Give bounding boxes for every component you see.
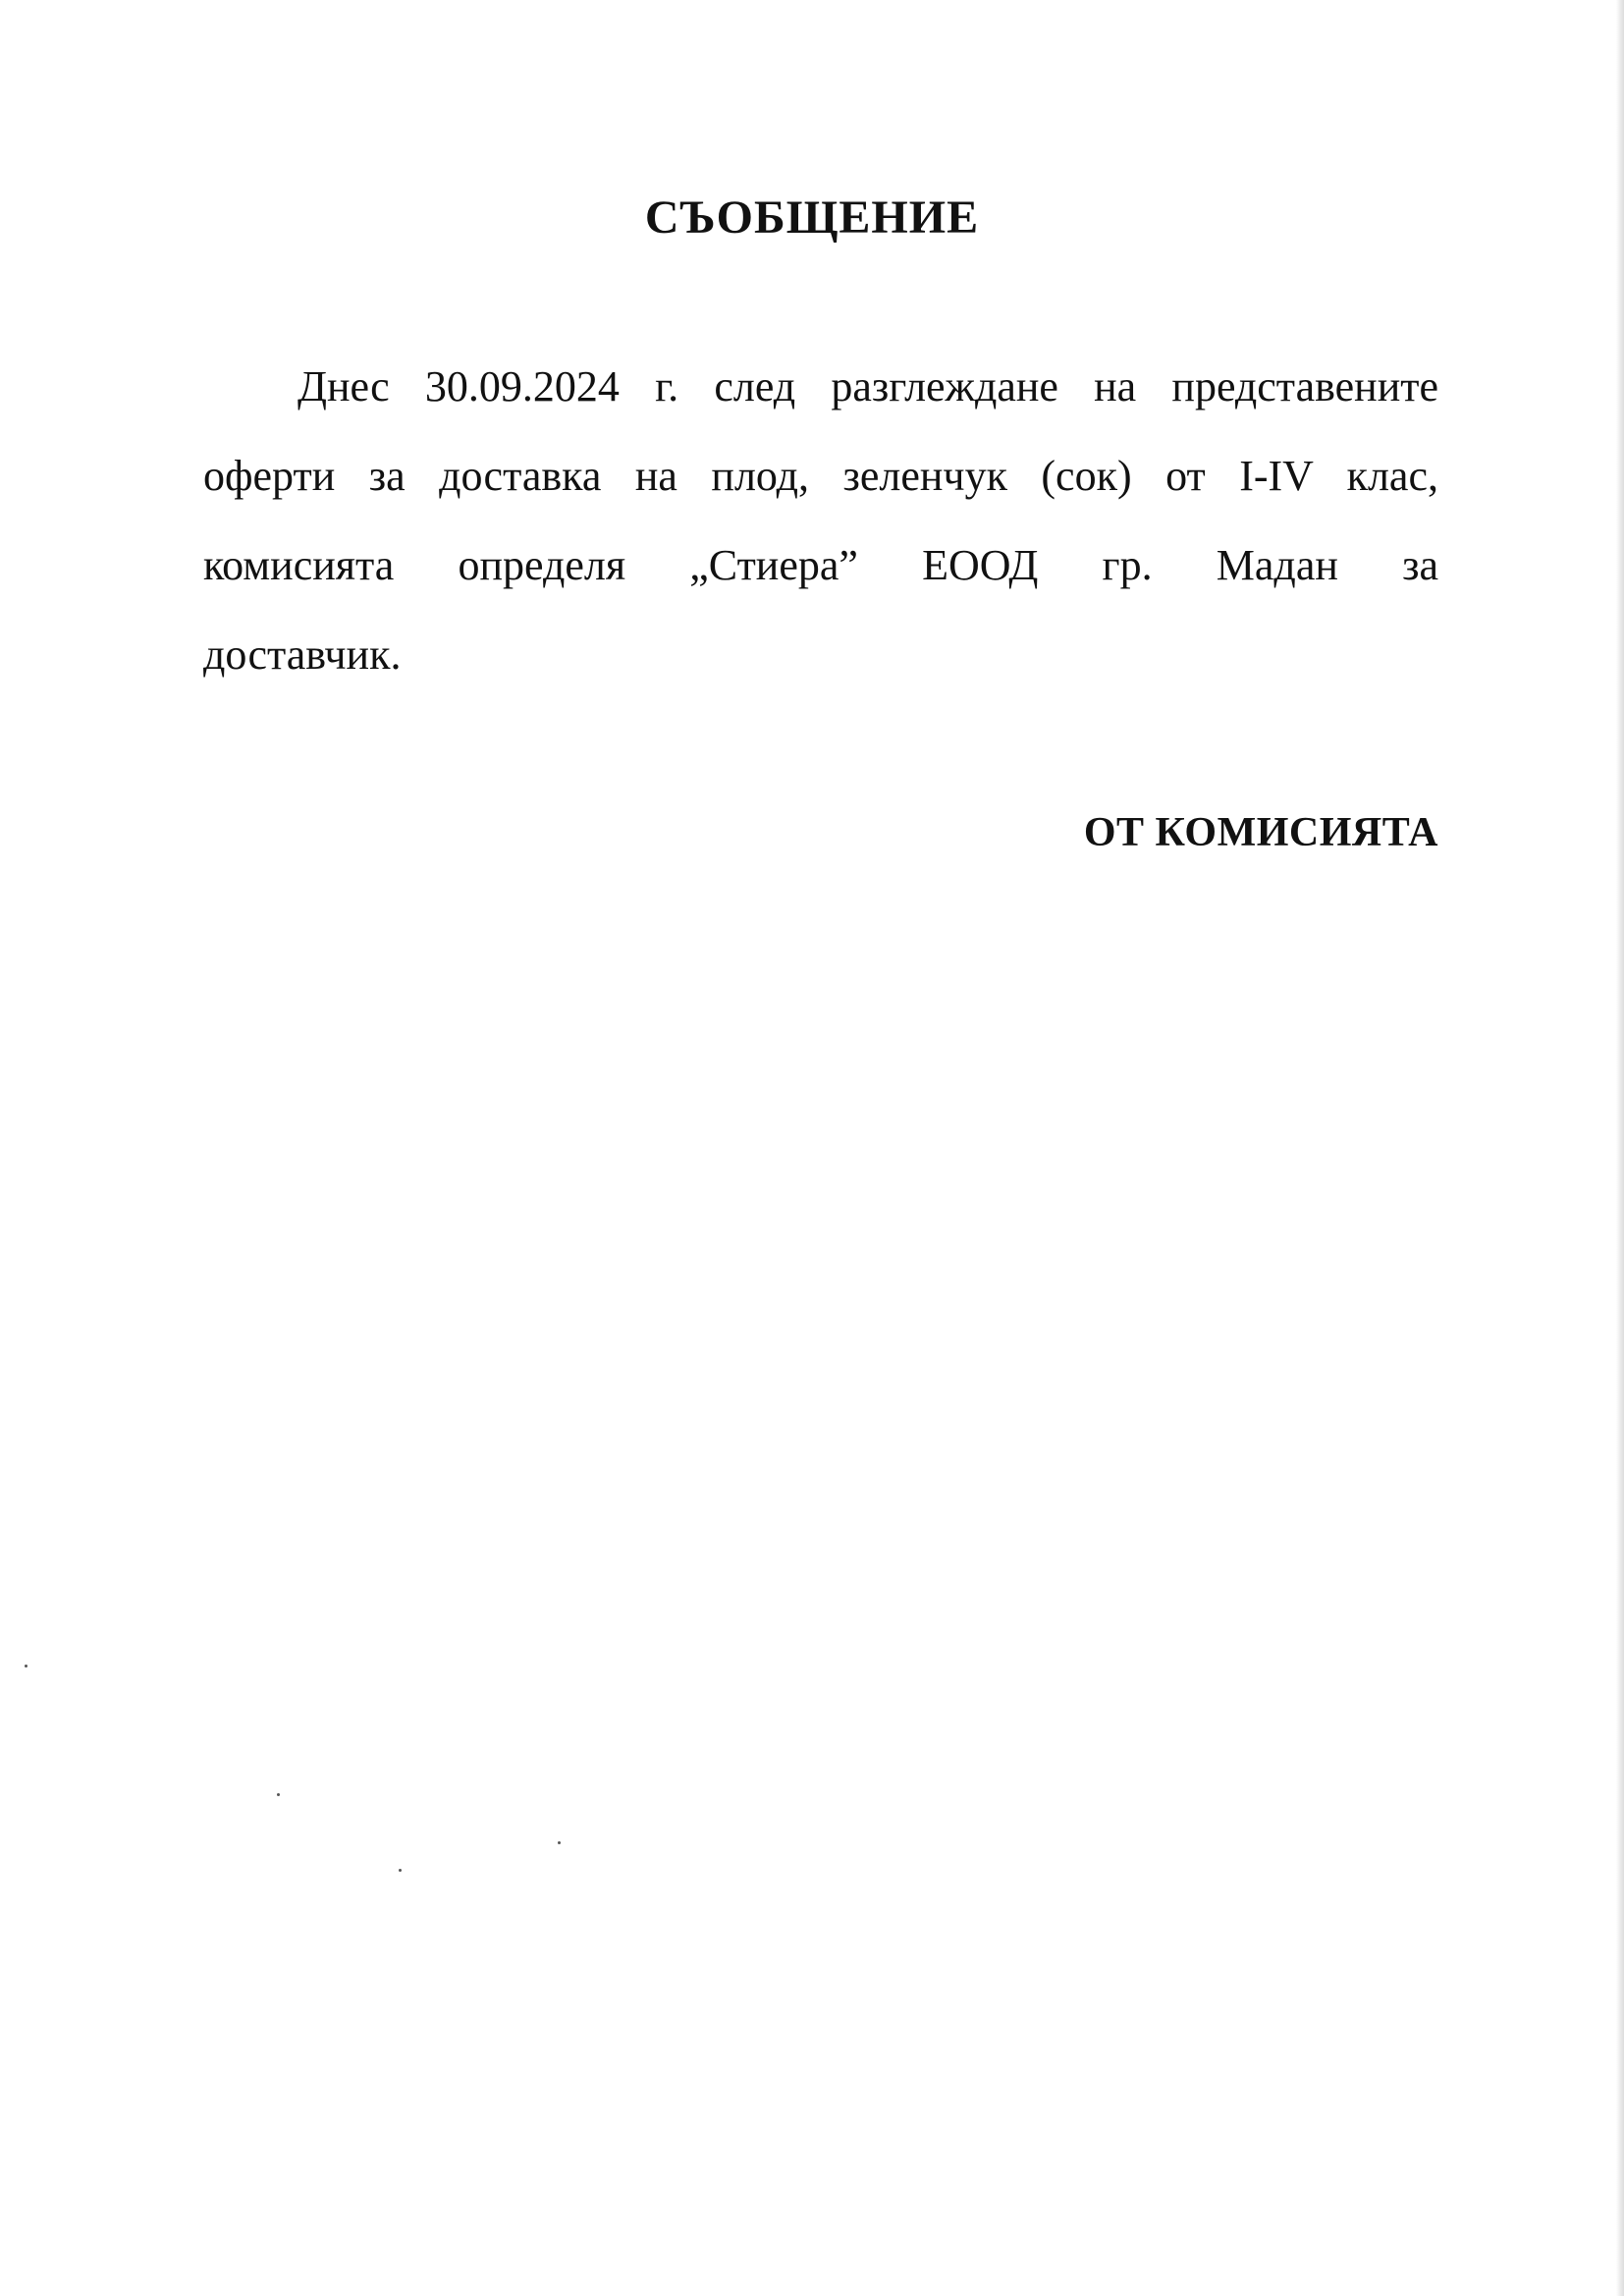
scan-speck xyxy=(25,1665,27,1667)
paragraph-line: оферти за доставка на плод, зеленчук (сок) от I-IV клас, xyxy=(203,452,1438,500)
scan-speck xyxy=(399,1869,402,1872)
committee-signature: ОТ КОМИСИЯТА xyxy=(1083,810,1438,855)
paragraph-line: комисията определя „Стиера” ЕООД гр. Мадан за xyxy=(203,541,1438,589)
scan-speck xyxy=(277,1793,280,1796)
page-edge-shadow xyxy=(1616,0,1624,2296)
announcement-paragraph xyxy=(203,342,1438,699)
paragraph-line: Днес 30.09.2024 г. след разглеждане на представените xyxy=(298,362,1438,410)
scan-speck xyxy=(558,1841,561,1844)
document-title: СЪОБЩЕНИЕ xyxy=(644,191,980,244)
paragraph-line: доставчик. xyxy=(203,630,402,679)
